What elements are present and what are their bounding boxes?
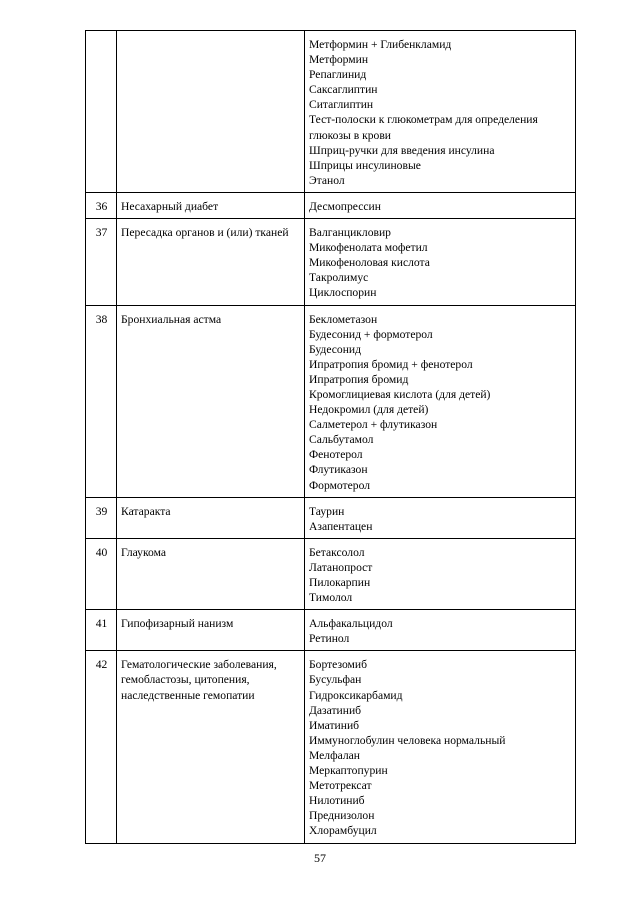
drug-item: Формотерол	[309, 478, 370, 492]
drug-item: Мелфалан	[309, 748, 360, 762]
drug-item: Ипратропия бромид	[309, 372, 409, 386]
table-row	[86, 305, 576, 497]
drug-item: Бортезомиб	[309, 658, 367, 672]
disease-name: Глаукома	[117, 538, 305, 609]
drug-item: Дазатиниб	[309, 703, 362, 717]
drug-item: Микофеноловая кислота	[309, 256, 430, 270]
row-number	[86, 31, 117, 193]
disease-name: Катаракта	[117, 497, 305, 538]
table-row	[86, 538, 576, 609]
drug-item: Шприц-ручки для введения инсулина	[309, 143, 495, 157]
drug-item: Хлорамбуцил	[309, 824, 377, 838]
table-row	[86, 192, 576, 218]
disease-name: Бронхиальная астма	[117, 305, 305, 497]
drug-item: Флутиказон	[309, 463, 368, 477]
row-number: 42	[86, 651, 117, 843]
drug-item: Салметерол + флутиказон	[309, 418, 438, 432]
drug-item: Бетаксолол	[309, 545, 365, 559]
disease-name: Гипофизарный нанизм	[117, 610, 305, 651]
drug-item: Меркаптопурин	[309, 764, 388, 778]
drug-item: Пилокарпин	[309, 576, 371, 589]
drug-item: Будесонид + формотерол	[309, 327, 433, 341]
disease-name: Несахарный диабет	[117, 192, 305, 218]
row-number: 37	[86, 219, 117, 305]
drug-item: Тест-полоски к глюкометрам для определения глюкозы в крови	[309, 113, 538, 142]
drug-item: Иматиниб	[309, 718, 360, 732]
drug-item: Фенотерол	[309, 448, 363, 462]
drug-item: Азапентацен	[309, 519, 373, 533]
drug-item: Шприцы инсулиновые	[309, 158, 421, 172]
row-number: 39	[86, 497, 117, 538]
drug-list	[305, 192, 576, 218]
row-number: 36	[86, 192, 117, 218]
row-number: 40	[86, 538, 117, 609]
drug-item: Микофенолата мофетил	[309, 241, 428, 255]
drug-item: Иммуноглобулин человека нормальный	[309, 733, 506, 747]
drug-item: Кромоглициевая кислота (для детей)	[309, 387, 491, 401]
drug-item: Беклометазон	[309, 312, 378, 326]
drug-item: Метформин	[309, 53, 369, 67]
drug-list	[305, 305, 576, 497]
table-body	[86, 31, 576, 844]
drug-item: Валганцикловир	[309, 226, 391, 240]
drug-item: Ретинол	[309, 632, 350, 646]
drug-list	[305, 497, 576, 538]
drug-item: Нилотиниб	[309, 794, 365, 808]
drug-item: Таурин	[309, 504, 345, 518]
row-number: 38	[86, 305, 117, 497]
drug-item: Репаглинид	[309, 68, 367, 82]
drug-list	[305, 610, 576, 651]
table-row	[86, 31, 576, 193]
row-number: 41	[86, 610, 117, 651]
disease-name	[117, 31, 305, 193]
drug-item: Метформин + Глибенкламид	[309, 38, 452, 51]
drug-list-table	[85, 30, 576, 844]
table-row	[86, 651, 576, 843]
drug-item: Ситаглиптин	[309, 98, 374, 112]
table-row	[86, 497, 576, 538]
drug-item: Бусульфан	[309, 673, 362, 687]
drug-item: Альфакальцидол	[309, 617, 393, 631]
disease-name: Пересадка органов и (или) тканей	[117, 219, 305, 305]
drug-list	[305, 651, 576, 843]
drug-list	[305, 219, 576, 305]
drug-item: Этанол	[309, 173, 345, 187]
drug-item: Преднизолон	[309, 809, 375, 823]
drug-item: Ипратропия бромид + фенотерол	[309, 357, 473, 371]
drug-item: Такролимус	[309, 271, 369, 285]
drug-item: Тимолол	[309, 591, 353, 605]
drug-list	[305, 31, 576, 193]
table-row	[86, 219, 576, 305]
drug-item: Десмопрессин	[309, 199, 381, 213]
drug-item: Гидроксикарбамид	[309, 688, 403, 702]
drug-item: Недокромил (для детей)	[309, 403, 429, 417]
drug-item: Сальбутамол	[309, 433, 374, 447]
drug-item: Будесонид	[309, 342, 362, 356]
drug-item: Саксаглиптин	[309, 83, 378, 97]
page-number: 57	[314, 851, 326, 865]
disease-name: Гематологические заболевания, гемобластозы, цитопения, наследственные гемопатии	[117, 651, 305, 843]
drug-list	[305, 538, 576, 609]
drug-item: Метотрексат	[309, 779, 372, 793]
drug-item: Латанопрост	[309, 560, 373, 574]
table-row	[86, 610, 576, 651]
drug-item: Циклоспорин	[309, 286, 377, 300]
